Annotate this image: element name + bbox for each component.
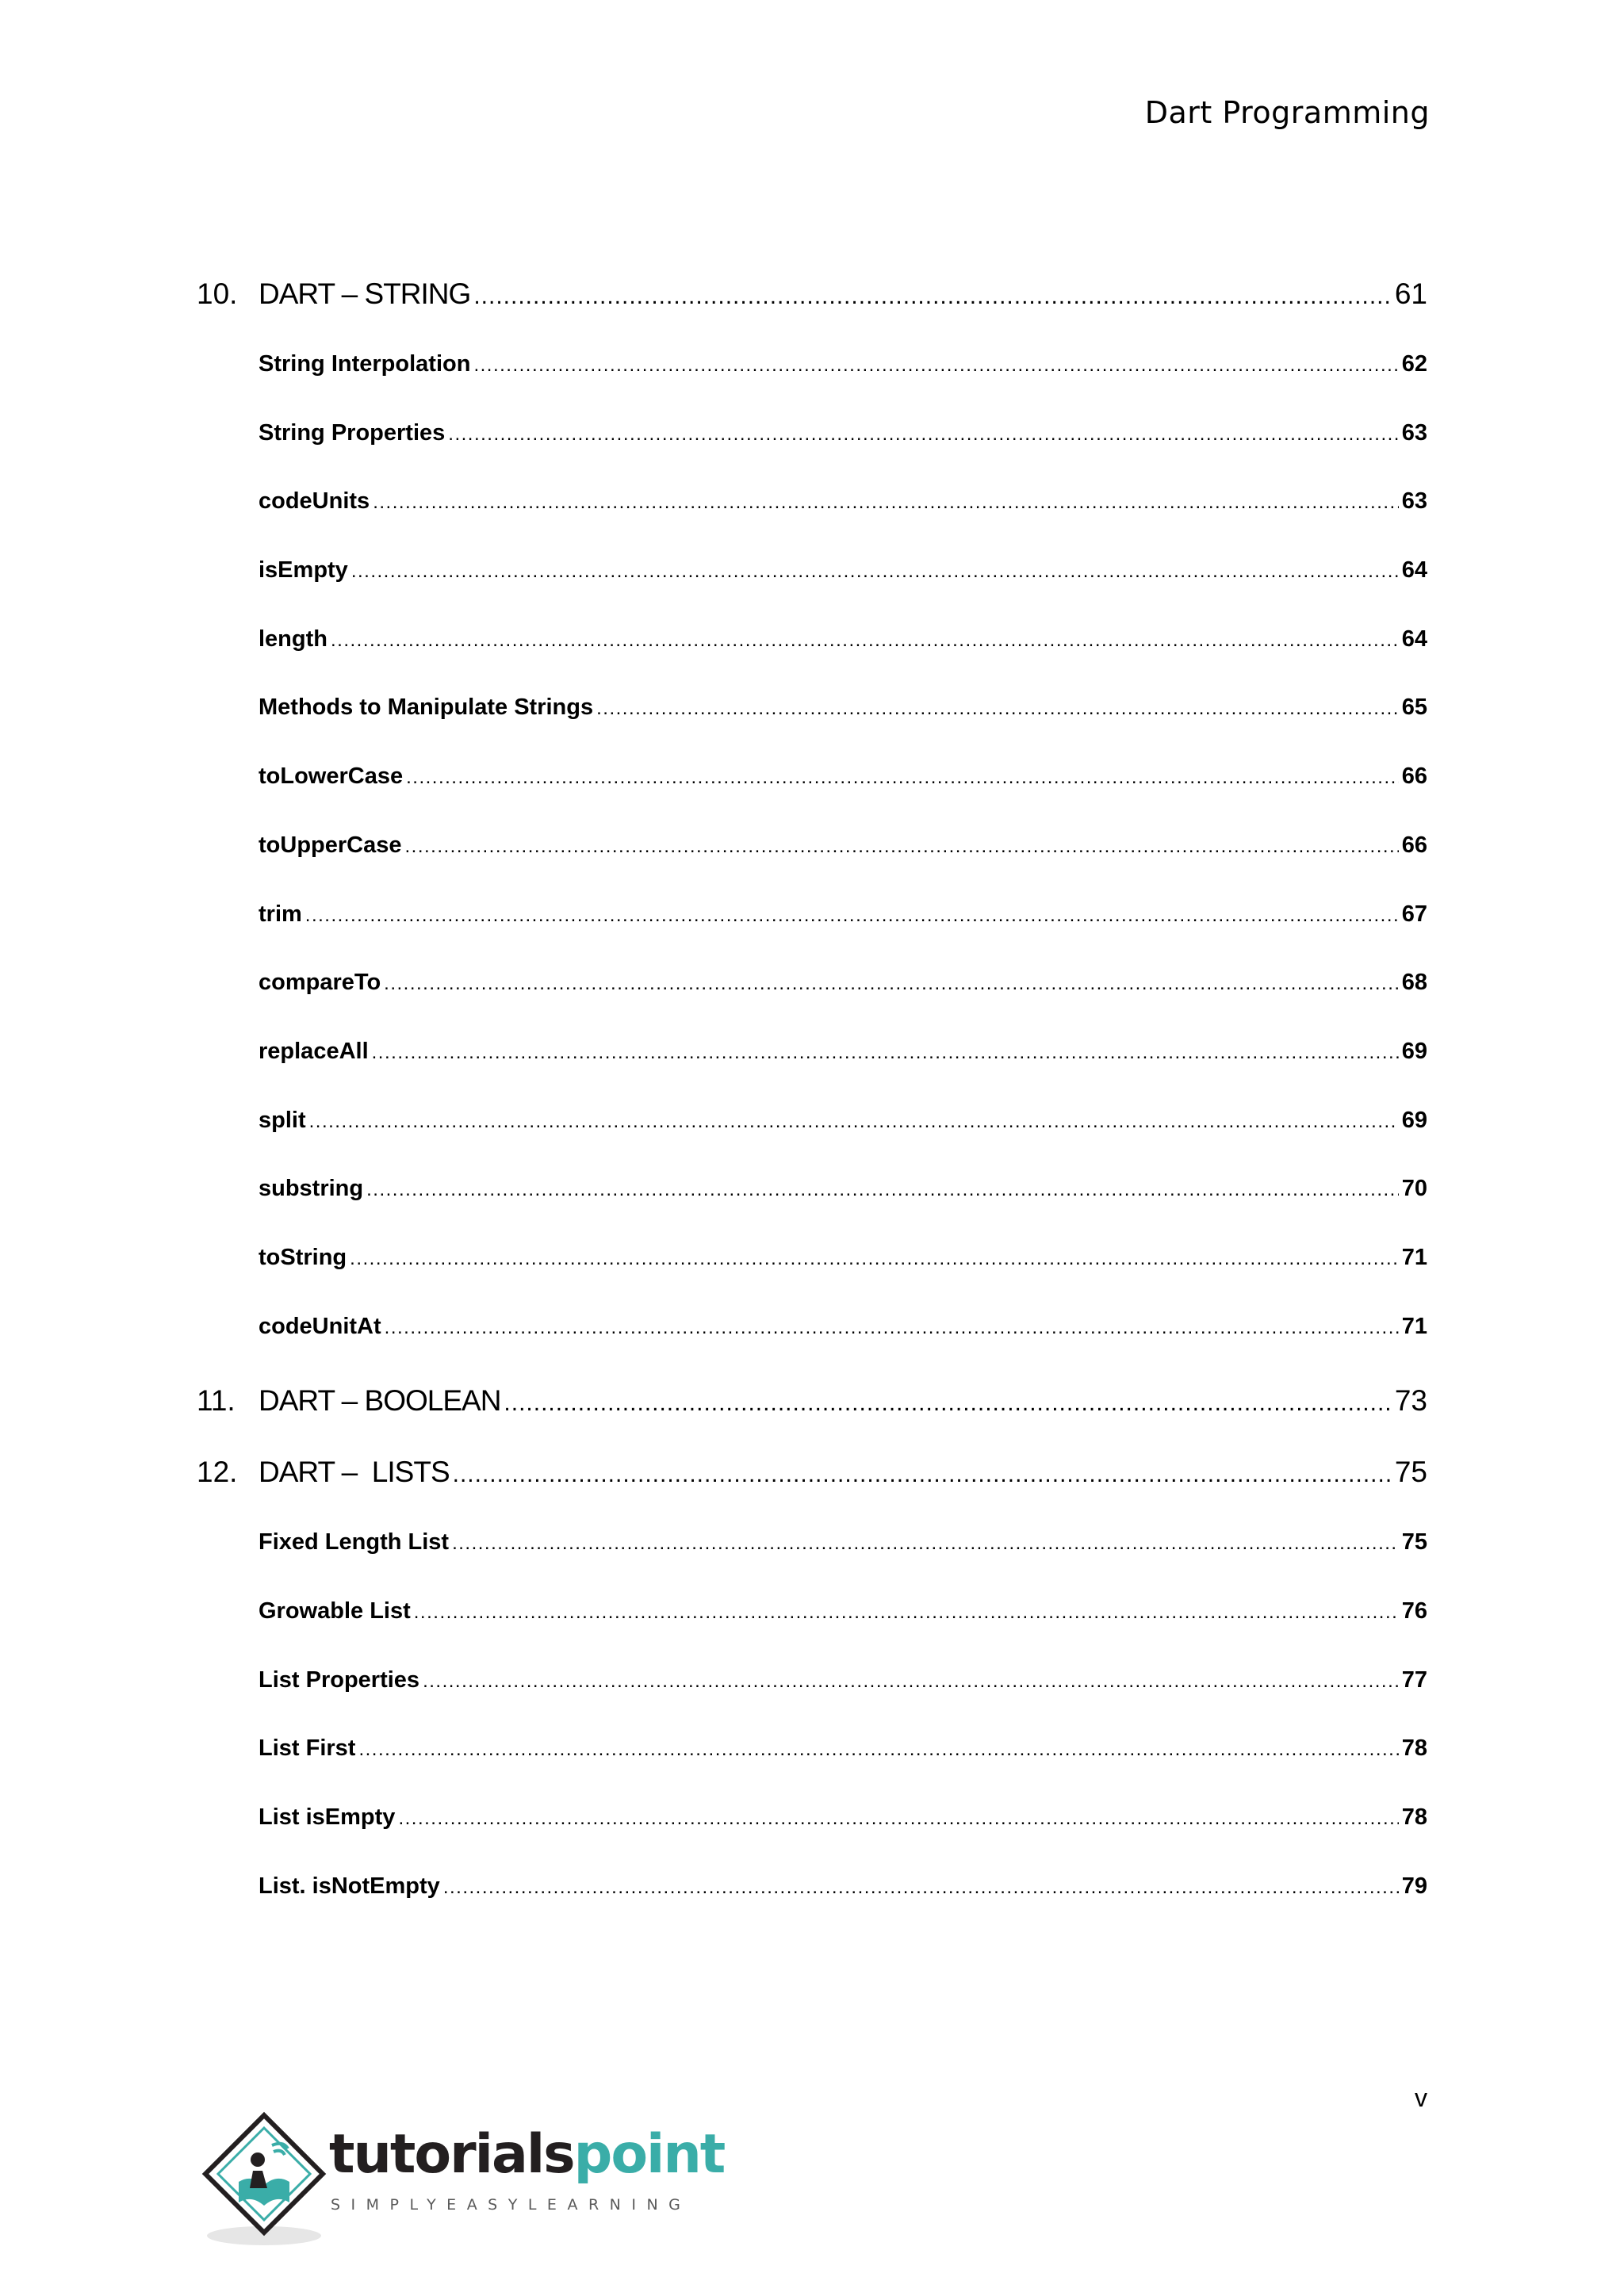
running-header: Dart Programming: [1144, 95, 1430, 130]
dot-leader: [452, 1510, 1399, 1578]
dot-leader: [358, 1716, 1398, 1785]
entry-title: String Interpolation: [259, 351, 471, 377]
entry-title: String Properties: [259, 419, 446, 446]
dot-leader: [473, 331, 1398, 400]
dot-leader: [331, 607, 1399, 675]
toc-entries: [197, 330, 1427, 1360]
chapter-title: DART – LISTS: [259, 1456, 450, 1489]
toc-chapter[interactable]: [197, 1456, 1427, 1508]
entry-page: 64: [1401, 626, 1427, 652]
toc-entry[interactable]: [259, 467, 1427, 536]
entry-page: 75: [1401, 1529, 1427, 1556]
toc-entry[interactable]: [259, 1646, 1427, 1715]
entry-page: 62: [1401, 351, 1427, 377]
entry-page: 76: [1401, 1598, 1427, 1624]
dot-leader: [473, 283, 1392, 310]
entry-page: 69: [1401, 1107, 1427, 1133]
entry-title: Growable List: [259, 1598, 411, 1624]
entry-page: 77: [1401, 1667, 1427, 1693]
dot-leader: [453, 1461, 1392, 1488]
entry-page: 67: [1401, 901, 1427, 927]
chapter-page: 73: [1394, 1384, 1427, 1418]
chapter-number: 11.: [197, 1384, 236, 1418]
entry-title: Fixed Length List: [259, 1529, 450, 1556]
toc-entry[interactable]: [259, 811, 1427, 880]
dot-leader: [596, 675, 1399, 744]
toc-chapter[interactable]: [197, 277, 1427, 330]
dot-leader: [351, 538, 1399, 607]
tutorialspoint-logo: [194, 2109, 725, 2252]
toc-entry[interactable]: [259, 1223, 1427, 1292]
chapter-page: 61: [1394, 277, 1427, 310]
entry-page: 71: [1401, 1244, 1427, 1270]
entry-page: 63: [1401, 488, 1427, 515]
toc-entry[interactable]: [259, 880, 1427, 949]
entry-page: 69: [1401, 1038, 1427, 1064]
dot-leader: [443, 1854, 1399, 1923]
entry-page: 64: [1401, 557, 1427, 584]
entry-page: 68: [1401, 970, 1427, 996]
dot-leader: [406, 744, 1399, 813]
entry-title: isEmpty: [259, 557, 348, 584]
dot-leader: [309, 1088, 1399, 1157]
dot-leader: [385, 1294, 1399, 1363]
logo-wordmark: [329, 2123, 724, 2186]
logo-emblem-icon: [194, 2109, 329, 2252]
entry-title: toLowerCase: [259, 763, 404, 790]
entry-page: 66: [1401, 832, 1427, 858]
toc-entry[interactable]: [259, 1017, 1427, 1086]
entry-page: 79: [1401, 1873, 1427, 1899]
toc-entry[interactable]: [259, 1783, 1427, 1852]
chapter-number: 10.: [197, 277, 238, 310]
entry-title: toString: [259, 1244, 347, 1270]
dot-leader: [398, 1785, 1398, 1854]
entry-title: length: [259, 626, 327, 652]
entry-title: substring: [259, 1176, 364, 1202]
logo-text-dark: tutorials: [329, 2123, 574, 2186]
toc-entry[interactable]: [259, 399, 1427, 468]
toc-entry[interactable]: [259, 1292, 1427, 1361]
entry-title: List Properties: [259, 1667, 420, 1693]
chapter-page: 75: [1394, 1456, 1427, 1489]
toc-entries: [197, 1508, 1427, 1920]
chapter-title: DART – BOOLEAN: [259, 1384, 501, 1418]
entry-page: 70: [1401, 1176, 1427, 1202]
page-number: v: [1415, 2084, 1427, 2112]
toc-entry[interactable]: [259, 1508, 1427, 1577]
entry-title: List. isNotEmpty: [259, 1873, 440, 1899]
entry-title: compareTo: [259, 970, 381, 996]
toc-entry[interactable]: [259, 536, 1427, 605]
entry-title: codeUnits: [259, 488, 370, 515]
dot-leader: [423, 1647, 1399, 1716]
dot-leader: [350, 1225, 1399, 1294]
dot-leader: [504, 1390, 1391, 1417]
toc-entry[interactable]: [259, 330, 1427, 399]
dot-leader: [384, 950, 1399, 1019]
toc-entry[interactable]: [259, 1086, 1427, 1155]
entry-title: split: [259, 1107, 306, 1133]
entry-title: replaceAll: [259, 1038, 369, 1064]
entry-title: trim: [259, 901, 302, 927]
dot-leader: [414, 1578, 1399, 1647]
toc-entry[interactable]: [259, 742, 1427, 811]
chapter-number: 12.: [197, 1456, 238, 1489]
dot-leader: [373, 469, 1399, 538]
entry-title: Methods to Manipulate Strings: [259, 695, 594, 721]
dot-leader: [305, 882, 1399, 951]
toc-entry[interactable]: [259, 673, 1427, 742]
entry-page: 65: [1401, 695, 1427, 721]
toc-entry[interactable]: [259, 948, 1427, 1017]
entry-title: toUpperCase: [259, 832, 402, 858]
dot-leader: [366, 1156, 1399, 1225]
toc-entry[interactable]: [259, 1577, 1427, 1646]
entry-title: List First: [259, 1735, 356, 1762]
entry-page: 78: [1401, 1735, 1427, 1762]
chapter-title: DART – STRING: [259, 277, 471, 310]
dot-leader: [405, 813, 1399, 882]
entry-page: 71: [1401, 1313, 1427, 1339]
entry-page: 66: [1401, 763, 1427, 790]
entry-page: 78: [1401, 1804, 1427, 1831]
toc-chapter[interactable]: [197, 1384, 1427, 1437]
entry-title: List isEmpty: [259, 1804, 396, 1831]
toc-entry[interactable]: [259, 605, 1427, 674]
toc-entry[interactable]: [259, 1154, 1427, 1223]
entry-page: 63: [1401, 419, 1427, 446]
toc-entry[interactable]: [259, 1714, 1427, 1783]
dot-leader: [372, 1019, 1399, 1088]
toc-entry[interactable]: [259, 1852, 1427, 1921]
entry-title: codeUnitAt: [259, 1313, 381, 1339]
logo-tagline: SIMPLYEASYLEARNING: [331, 2196, 691, 2214]
dot-leader: [448, 400, 1398, 469]
table-of-contents: [197, 277, 1427, 1920]
logo-text-accent: point: [573, 2123, 725, 2186]
